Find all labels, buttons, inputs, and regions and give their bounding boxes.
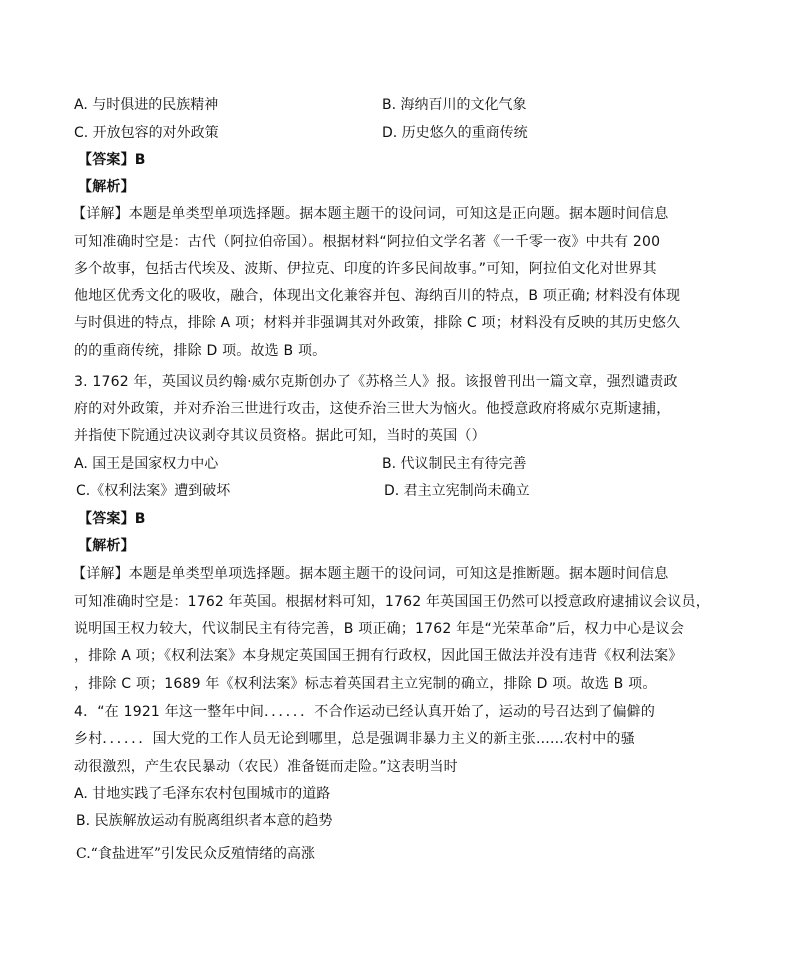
q3-option-b: B. 代议制民主有待完善 [382, 456, 527, 472]
q3-answer: 【答案】B [78, 511, 146, 527]
q2-option-b: B. 海纳百川的文化气象 [382, 97, 527, 113]
q3-stem-line: 3. 1762 年，英国议员约翰·威尔克斯创办了《苏格兰人》报。该报曾刊出一篇文章，强烈谴责政 [74, 374, 678, 390]
q2-option-a: A. 与时俱进的民族精神 [74, 97, 219, 113]
q3-option-d: D. 君主立宪制尚未确立 [384, 483, 530, 499]
q2-explanation-line: 他地区优秀文化的吸收，融合，体现出文化兼容并包、海纳百川的特点，B 项正确; 材料没有体现 [74, 288, 681, 304]
q4-stem-line: 动很激烈，产生农民暴动（农民）准备铤而走险。”这表明当时 [74, 759, 458, 775]
q2-answer: 【答案】B [78, 152, 146, 168]
q2-option-c: C. 开放包容的对外政策 [74, 125, 219, 141]
q2-option-d: D. 历史悠久的重商传统 [382, 125, 528, 141]
q3-explanation-line: 可知准确时空是：1762 年英国。根据材料可知，1762 年英国国王仍然可以授意政府逮捕议会议员， [74, 594, 710, 610]
q4-option-c: C.“食盐进军”引发民众反殖情绪的高涨 [76, 846, 315, 862]
q4-option-b: B. 民族解放运动有脱离组织者本意的趋势 [76, 813, 333, 829]
q3-explanation-line: ，排除 A 项；《权利法案》本身规定英国国王拥有行政权，因此国王做法并没有违背《权利法案》 [74, 648, 683, 664]
q3-option-a: A. 国王是国家权力中心 [74, 456, 219, 472]
q2-explanation-line: 【详解】本题是单类型单项选择题。据本题主题干的设问词，可知这是正向题。据本题时间信息 [72, 206, 669, 222]
q2-explanation-line: 与时俱进的特点，排除 A 项；材料并非强调其对外政策，排除 C 项；材料没有反映的其历史悠久 [74, 315, 681, 331]
q3-explanation-line: ，排除 C 项；1689 年《权利法案》标志着英国君主立宪制的确立，排除 D 项。故选 B 项。 [74, 676, 657, 692]
q3-stem-line: 府的对外政策，并对乔治三世进行攻击，这使乔治三世大为恼火。他授意政府将威尔克斯逮捕， [74, 401, 671, 417]
q4-stem-line: 4．“在 1921 年这一整年中间．．．．．．不合作运动已经认真开始了，运动的号召达到了偏僻的 [74, 704, 656, 720]
q3-explanation-line: 说明国王权力较大，代议制民主有待完善，B 项正确；1762 年是“光荣革命”后，权力中心是议会 [74, 621, 685, 637]
q2-explanation-line: 多个故事，包括古代埃及、波斯、伊拉克、印度的许多民间故事。”可知，阿拉伯文化对世界其 [74, 261, 657, 277]
q3-stem-line: 并指使下院通过决议剥夺其议员资格。据此可知，当时的英国（） [74, 428, 486, 444]
q4-option-a: A. 甘地实践了毛泽东农村包围城市的道路 [74, 786, 331, 802]
q4-stem-line: 乡村．．．．．．国大党的工作人员无论到哪里，总是强调非暴力主义的新主张......农村中的骚 [74, 731, 635, 747]
q2-explanation-line: 的的重商传统，排除 D 项。故选 B 项。 [74, 343, 327, 359]
q3-analysis-label: 【解析】 [78, 538, 135, 554]
q3-explanation-line: 【详解】本题是单类型单项选择题。据本题主题干的设问词，可知这是推断题。据本题时间信息 [72, 566, 669, 582]
q2-analysis-label: 【解析】 [78, 179, 135, 195]
q3-option-c: C.《权利法案》遭到破坏 [76, 483, 231, 499]
q2-explanation-line: 可知准确时空是：古代（阿拉伯帝国）。根据材料“阿拉伯文学名著《一千零一夜》中共有 200 [74, 234, 661, 250]
